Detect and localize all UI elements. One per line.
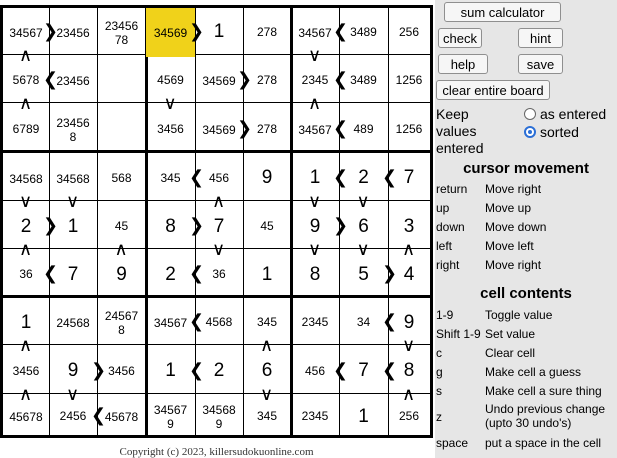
cell-value: 2345 [301, 73, 329, 88]
cell-r7c3[interactable] [97, 299, 146, 347]
cell-value: 1 [309, 167, 321, 189]
less-than-sign: ❮ [333, 166, 349, 188]
cell-r1c4[interactable] [146, 8, 195, 57]
copyright-footer: Copyright (c) 2023, killersudokuonline.com [119, 446, 314, 458]
cursor-key: down [436, 220, 465, 234]
less-than-sign: ❮ [43, 69, 59, 90]
cell-value: 45 [260, 219, 274, 234]
cell-value: 34568 [9, 171, 43, 186]
up-arrow-icon: ∧ [212, 191, 226, 212]
up-arrow-icon: ∧ [260, 335, 274, 356]
cell-value: 9 [309, 215, 321, 237]
cell-value: 9 [261, 167, 273, 189]
cell-value: 6 [358, 215, 369, 237]
cell-value: 345679 [153, 403, 188, 431]
cell-value: 1 [165, 360, 176, 382]
cell-r5c6[interactable] [243, 203, 291, 251]
contents-key-description: Undo previous change (upto 30 undo's) [485, 402, 606, 430]
cell-r1c9[interactable] [388, 8, 430, 57]
cell-value: 278 [256, 121, 278, 136]
up-arrow-icon: ∧ [19, 335, 33, 356]
cell-value: 45678 [9, 410, 43, 424]
cell-value: 6 [261, 360, 273, 382]
down-arrow-icon: ∨ [163, 93, 177, 114]
greater-than-sign: ❯ [382, 263, 398, 284]
up-arrow-icon: ∧ [19, 239, 33, 260]
cell-r9c5[interactable] [195, 396, 243, 438]
up-arrow-icon: ∧ [19, 384, 33, 405]
cell-value: 45678 [104, 410, 139, 424]
cell-r1c6[interactable] [243, 8, 291, 57]
clear-board-button[interactable]: clear entire board [436, 80, 550, 100]
cursor-key: right [436, 258, 460, 272]
cell-value: 7 [67, 263, 79, 285]
cell-value: 2 [20, 215, 32, 237]
cursor-key-description: Move down [485, 220, 547, 234]
less-than-sign: ❮ [382, 311, 398, 332]
cell-value: 23456 [56, 74, 90, 88]
cell-value: 24568 [56, 316, 90, 330]
less-than-sign: ❮ [189, 263, 205, 284]
cursor-key: up [436, 201, 450, 215]
down-arrow-icon: ∨ [66, 191, 80, 212]
down-arrow-icon: ∨ [260, 384, 274, 405]
cell-value: 34567 [298, 122, 332, 137]
cell-r2c3[interactable] [97, 57, 146, 105]
cell-value: 456 [208, 170, 230, 185]
cell-value: 3 [403, 215, 415, 237]
cell-value: 4 [403, 263, 415, 285]
less-than-sign: ❮ [382, 359, 398, 381]
cell-r7c8[interactable] [339, 299, 388, 347]
greater-than-sign: ❯ [43, 215, 59, 236]
cell-value: 345689 [202, 403, 236, 431]
less-than-sign: ❮ [333, 20, 349, 42]
cell-value: 23456 [56, 25, 90, 40]
cell-r7c2[interactable] [49, 299, 97, 347]
cell-r9c7[interactable] [291, 396, 339, 438]
up-arrow-icon: ∧ [19, 45, 33, 66]
less-than-sign: ❮ [91, 405, 107, 426]
cell-value: 5678 [12, 73, 40, 88]
cursor-key-description: Move right [485, 258, 542, 272]
cell-value: 34567 [298, 25, 332, 40]
as-entered-label: as entered [540, 106, 607, 122]
greater-than-sign: ❯ [91, 359, 107, 381]
sudoku-board [0, 5, 433, 438]
down-arrow-icon: ∨ [19, 191, 33, 212]
cell-value: 5 [358, 263, 369, 285]
cursor-key: left [436, 239, 453, 253]
hint-button[interactable]: hint [518, 28, 563, 48]
less-than-sign: ❮ [333, 359, 349, 381]
cell-value: 568 [111, 170, 132, 185]
up-arrow-icon: ∧ [114, 239, 128, 260]
cell-value: 245678 [104, 309, 139, 337]
cell-value: 34568 [56, 171, 90, 186]
save-button[interactable]: save [518, 54, 563, 74]
cell-value: 256 [398, 409, 420, 424]
cell-value: 1 [213, 21, 225, 43]
control-panel [435, 0, 617, 458]
cell-r9c4[interactable] [146, 396, 195, 438]
cell-r6c6[interactable] [243, 251, 291, 299]
down-arrow-icon: ∨ [356, 191, 370, 212]
contents-key-description: Set value [485, 327, 536, 341]
cursor-key-description: Move left [485, 239, 534, 253]
cursor-key-description: Move up [485, 201, 532, 215]
cell-value: 36 [212, 267, 226, 282]
cell-value: 1256 [395, 121, 423, 136]
contents-key-description: put a space in the cell [485, 436, 602, 450]
cell-r6c4[interactable] [146, 251, 195, 299]
cell-value: 3489 [350, 24, 377, 39]
cell-value: 34569 [202, 74, 236, 88]
down-arrow-icon: ∨ [308, 45, 322, 66]
cell-value: 8 [309, 263, 321, 285]
down-arrow-icon: ∨ [308, 239, 322, 260]
cell-value: 36 [19, 267, 33, 282]
cell-value: 345 [256, 409, 278, 424]
cell-value: 234568 [56, 115, 90, 144]
cursor-movement-title: cursor movement [463, 160, 589, 177]
cell-r4c3[interactable] [97, 154, 146, 203]
cell-value: 2345 [301, 315, 329, 330]
contents-key: g [436, 365, 443, 379]
cell-value: 256 [398, 24, 420, 39]
up-arrow-icon: ∧ [19, 93, 33, 114]
cell-r7c7[interactable] [291, 299, 339, 347]
greater-than-sign: ❯ [189, 20, 205, 42]
greater-than-sign: ❯ [237, 69, 253, 90]
cell-r8c4[interactable] [146, 347, 195, 396]
cell-value: 4568 [205, 315, 233, 330]
cell-r4c6[interactable] [243, 154, 291, 203]
cell-value: 278 [256, 73, 278, 88]
cell-value: 2345 [301, 409, 329, 424]
contents-key: space [436, 436, 469, 450]
cell-value: 6789 [12, 121, 40, 136]
cell-value: 9 [67, 360, 79, 382]
cell-r5c4[interactable] [146, 203, 195, 251]
greater-than-sign: ❯ [237, 117, 253, 139]
contents-key: s [436, 384, 442, 398]
cell-r7c4[interactable] [146, 299, 195, 347]
check-button[interactable]: check [438, 28, 482, 48]
greater-than-sign: ❯ [189, 215, 205, 236]
cell-value: 278 [256, 24, 278, 39]
cell-r4c4[interactable] [146, 154, 195, 203]
cell-value: 8 [165, 215, 176, 237]
radio-as-entered[interactable] [524, 108, 536, 120]
contents-key-description: Clear cell [485, 346, 536, 360]
cell-r1c3[interactable] [97, 8, 146, 57]
down-arrow-icon: ∨ [66, 384, 80, 405]
up-arrow-icon: ∧ [402, 239, 416, 260]
less-than-sign: ❮ [333, 69, 349, 90]
cell-value: 9 [403, 311, 415, 333]
contents-key-description: Toggle value [485, 308, 553, 322]
greater-than-sign: ❯ [43, 20, 59, 42]
cell-value: 3456 [157, 121, 184, 136]
help-button[interactable]: help [438, 54, 488, 74]
cell-r2c9[interactable] [388, 57, 430, 105]
greater-than-sign: ❯ [333, 215, 349, 236]
cell-value: 1 [358, 405, 369, 427]
less-than-sign: ❮ [189, 359, 205, 381]
contents-key-description: Make cell a guess [485, 365, 582, 379]
cell-value: 7 [403, 167, 415, 189]
contents-key-description: Make cell a sure thing [485, 384, 602, 398]
less-than-sign: ❮ [189, 166, 205, 188]
up-arrow-icon: ∧ [308, 93, 322, 114]
cell-value: 3456 [12, 363, 40, 378]
up-arrow-icon: ∧ [402, 384, 416, 405]
cell-value: 345 [160, 170, 181, 185]
cell-value: 9 [116, 263, 127, 285]
cell-value: 2 [213, 360, 225, 382]
cell-r3c9[interactable] [388, 105, 430, 154]
less-than-sign: ❮ [333, 117, 349, 139]
cell-r9c8[interactable] [339, 396, 388, 438]
cell-r3c5[interactable] [195, 105, 243, 154]
cell-contents-title: cell contents [480, 285, 572, 302]
cell-value: 7 [213, 215, 225, 237]
cell-r8c7[interactable] [291, 347, 339, 396]
cell-value: 3489 [350, 73, 377, 88]
cell-value: 34569 [153, 25, 188, 40]
cell-value: 2456 [59, 409, 87, 424]
cell-value: 34 [356, 315, 371, 330]
cell-r3c3[interactable] [97, 105, 146, 154]
down-arrow-icon: ∨ [212, 239, 226, 260]
contents-key: c [436, 346, 442, 360]
cell-value: 1 [261, 263, 273, 285]
contents-key: 1-9 [436, 308, 454, 322]
cell-value: 34567 [153, 316, 188, 330]
cell-r3c2[interactable] [49, 105, 97, 154]
cell-value: 3456 [108, 363, 135, 378]
down-arrow-icon: ∨ [356, 239, 370, 260]
keep-values-label: Keep values entered [436, 106, 484, 156]
cursor-key-description: Move right [485, 182, 542, 196]
cell-value: 2 [165, 263, 176, 285]
cell-value: 456 [304, 363, 326, 378]
less-than-sign: ❮ [189, 311, 205, 332]
cell-value: 4569 [157, 73, 184, 88]
cell-value: 345 [256, 315, 278, 330]
cell-value: 45 [114, 219, 129, 234]
less-than-sign: ❮ [43, 263, 59, 284]
less-than-sign: ❮ [382, 166, 398, 188]
cell-value: 2345678 [104, 18, 139, 47]
cell-value: 1 [67, 215, 79, 237]
cell-value: 34569 [202, 122, 236, 137]
cell-value: 8 [403, 360, 415, 382]
cell-value: 1256 [395, 73, 423, 88]
cell-value: 7 [358, 360, 369, 382]
cursor-key: return [436, 182, 468, 196]
contents-key: z [436, 410, 442, 424]
contents-key: Shift 1-9 [436, 327, 481, 341]
radio-sorted[interactable] [524, 126, 536, 138]
cell-value: 489 [353, 121, 374, 136]
cell-value: 34567 [9, 25, 43, 40]
sum-calculator-button[interactable]: sum calculator [444, 2, 561, 22]
down-arrow-icon: ∨ [308, 191, 322, 212]
cell-r2c5[interactable] [195, 57, 243, 105]
sorted-label: sorted [540, 124, 579, 140]
down-arrow-icon: ∨ [402, 335, 416, 356]
cell-value: 2 [358, 167, 369, 189]
cell-value: 1 [20, 311, 32, 333]
